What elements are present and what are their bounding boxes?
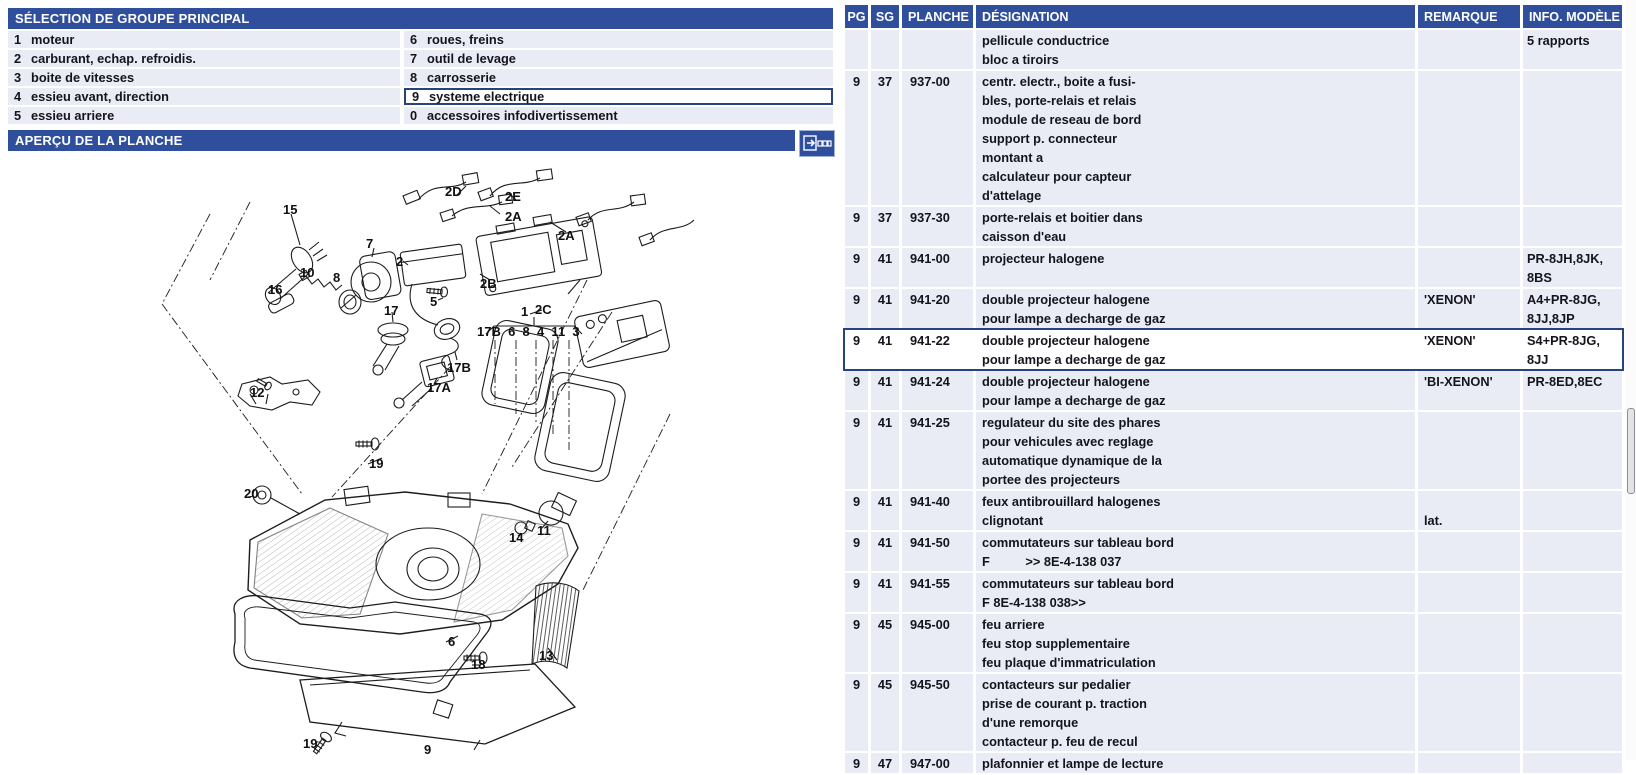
- part-label-16[interactable]: 16: [268, 282, 283, 297]
- cell-sg: 41: [871, 371, 899, 410]
- table-row-941-00[interactable]: [845, 248, 1622, 287]
- cell-remarque: [1418, 71, 1520, 205]
- group-item-0[interactable]: [404, 107, 833, 124]
- part-label-5[interactable]: 5: [430, 294, 438, 309]
- cell-remarque: 'XENON': [1418, 289, 1520, 328]
- part-label-2A[interactable]: 2A: [505, 209, 522, 224]
- col-header-sg[interactable]: SG: [871, 5, 899, 28]
- cell-info-modele: A4+PR-8JG, 8JJ,8JP: [1523, 289, 1622, 328]
- cell-sg: [871, 30, 899, 69]
- part-label-8[interactable]: 8: [333, 270, 341, 285]
- part-label-9[interactable]: 9: [424, 742, 432, 757]
- cell-sg: 41: [871, 491, 899, 530]
- cell-planche: 941-40: [902, 491, 973, 530]
- table-row[interactable]: [845, 30, 1622, 69]
- cell-info-modele: [1523, 753, 1622, 773]
- cell-planche: 945-50: [902, 674, 973, 751]
- group-item-number: 5: [14, 108, 22, 123]
- cell-planche: [902, 30, 973, 69]
- cell-info-modele: [1523, 71, 1622, 205]
- group-item-label: boite de vitesses: [31, 70, 135, 85]
- cell-planche: 945-00: [902, 614, 973, 672]
- cell-sg: 41: [871, 248, 899, 287]
- part-label-6[interactable]: 6: [448, 634, 456, 649]
- vertical-scrollbar[interactable]: [1626, 0, 1636, 760]
- planche-table: [845, 5, 1622, 775]
- part-label-15[interactable]: 15: [283, 202, 298, 217]
- group-item-label: essieu arriere: [31, 108, 115, 123]
- part-label-17[interactable]: 17: [384, 303, 399, 318]
- part-label-13[interactable]: 13: [539, 648, 554, 663]
- group-item-7[interactable]: [404, 50, 833, 67]
- cell-info-modele: [1523, 412, 1622, 489]
- cell-planche: 937-00: [902, 71, 973, 205]
- group-item-number: 1: [14, 32, 22, 47]
- table-row-941-55[interactable]: [845, 573, 1622, 612]
- cell-info-modele: [1523, 532, 1622, 571]
- part-label-10[interactable]: 10: [300, 265, 315, 280]
- cell-designation: feux antibrouillard halogenes clignotant: [976, 491, 1415, 530]
- cell-designation: plafonnier et lampe de lecture: [976, 753, 1415, 773]
- part-label-17B[interactable]: 17B: [447, 360, 471, 375]
- planche-overview-title: APERÇU DE LA PLANCHE: [15, 133, 183, 148]
- group-item-number: 0: [410, 108, 418, 123]
- part-label-2D[interactable]: 2D: [445, 184, 462, 199]
- col-header-remarque[interactable]: REMARQUE: [1418, 5, 1520, 28]
- group-item-4[interactable]: [8, 88, 400, 105]
- cell-planche: 941-20: [902, 289, 973, 328]
- cell-planche: 937-30: [902, 207, 973, 246]
- col-header-pg[interactable]: PG: [845, 5, 868, 28]
- cell-info-modele: 5 rapports: [1523, 30, 1622, 69]
- table-row-941-20[interactable]: [845, 289, 1622, 328]
- window-with-arrow-icon: [803, 135, 831, 152]
- table-row-941-25[interactable]: [845, 412, 1622, 489]
- cell-designation: pellicule conductrice bloc a tiroirs: [976, 30, 1415, 69]
- table-row-937-30[interactable]: [845, 207, 1622, 246]
- open-planche-window-button[interactable]: [799, 130, 835, 157]
- scrollbar-thumb[interactable]: [1627, 408, 1635, 494]
- group-item-label: outil de levage: [427, 51, 516, 66]
- cell-sg: 41: [871, 289, 899, 328]
- group-item-2[interactable]: [8, 50, 400, 67]
- cell-info-modele: S4+PR-8JG, 8JJ: [1523, 330, 1622, 369]
- cell-designation: feu arriere feu stop supplementaire feu plaque d'immatriculation: [976, 614, 1415, 672]
- cell-remarque: [1418, 30, 1520, 69]
- group-item-label: moteur: [31, 32, 75, 47]
- table-header-row: [845, 5, 1622, 28]
- cell-planche: 941-00: [902, 248, 973, 287]
- part-label-17B[interactable]: 17B 6 8 4 11 3: [477, 324, 580, 339]
- part-label-2C[interactable]: 2C: [535, 302, 552, 317]
- table-row-937-00[interactable]: [845, 71, 1622, 205]
- cell-info-modele: [1523, 614, 1622, 672]
- group-item-label: carrosserie: [427, 70, 497, 85]
- part-label-20[interactable]: 20: [244, 486, 259, 501]
- main-group-selection-header: [8, 8, 833, 29]
- cell-sg: 41: [871, 532, 899, 571]
- cell-designation: contacteurs sur pedalier prise de courant p. traction d'une remorque contacteur p. feu de recul: [976, 674, 1415, 751]
- cell-remarque: [1418, 532, 1520, 571]
- group-item-number: 4: [14, 89, 22, 104]
- cell-designation: centr. electr., boite a fusi- bles, porte-relais et relais module de reseau de bord support p. connecteur montant a calculateur pour capteur d'attelage: [976, 71, 1415, 205]
- cell-remarque: [1418, 412, 1520, 489]
- part-label-2E[interactable]: 2E: [505, 189, 521, 204]
- cell-sg: 41: [871, 330, 899, 369]
- group-item-1[interactable]: [8, 31, 400, 48]
- cell-planche: 941-24: [902, 371, 973, 410]
- part-label-11[interactable]: 11: [537, 523, 551, 538]
- exploded-diagram-headlight: [150, 162, 680, 760]
- cell-planche: 941-55: [902, 573, 973, 612]
- main-group-selection-title: SÉLECTION DE GROUPE PRINCIPAL: [15, 11, 250, 26]
- cell-sg: 41: [871, 412, 899, 489]
- cell-planche: 941-25: [902, 412, 973, 489]
- cell-pg: 9: [845, 532, 868, 571]
- part-label-7[interactable]: 7: [366, 236, 374, 251]
- part-label-1[interactable]: 1: [521, 304, 529, 319]
- table-row-947-00[interactable]: [845, 753, 1622, 773]
- col-header-info-modele[interactable]: INFO. MODÈLE: [1523, 5, 1622, 28]
- table-row-941-40[interactable]: [845, 491, 1622, 530]
- cell-remarque: [1418, 674, 1520, 751]
- cell-planche: 941-50: [902, 532, 973, 571]
- cell-planche: 947-00: [902, 753, 973, 773]
- cell-designation: double projecteur halogene pour lampe a decharge de gaz: [976, 289, 1415, 328]
- cell-sg: 41: [871, 573, 899, 612]
- group-item-label: systeme electrique: [429, 89, 545, 104]
- group-item-3[interactable]: [8, 69, 400, 86]
- cell-remarque: [1418, 207, 1520, 246]
- cell-pg: 9: [845, 71, 868, 205]
- cell-pg: 9: [845, 371, 868, 410]
- cell-pg: 9: [845, 207, 868, 246]
- cell-pg: [845, 30, 868, 69]
- cell-remarque: lat.: [1418, 491, 1520, 530]
- cell-designation: double projecteur halogene pour lampe a decharge de gaz: [976, 330, 1415, 369]
- cell-remarque: [1418, 614, 1520, 672]
- cell-pg: 9: [845, 248, 868, 287]
- planche-overview-header: [8, 130, 795, 151]
- group-item-number: 6: [410, 32, 418, 47]
- group-item-label: roues, freins: [427, 32, 504, 47]
- group-item-number: 9: [412, 89, 420, 104]
- group-item-8[interactable]: [404, 69, 833, 86]
- cell-sg: 37: [871, 71, 899, 205]
- cell-sg: 45: [871, 614, 899, 672]
- group-item-number: 2: [14, 51, 22, 66]
- cell-pg: 9: [845, 674, 868, 751]
- part-label-18[interactable]: 18: [471, 657, 486, 672]
- group-item-number: 8: [410, 70, 418, 85]
- cell-pg: 9: [845, 289, 868, 328]
- cell-designation: commutateurs sur tableau bord F 8E-4-138 038>>: [976, 573, 1415, 612]
- group-item-9[interactable]: [404, 88, 833, 105]
- cell-sg: 47: [871, 753, 899, 773]
- cell-planche: 941-22: [902, 330, 973, 369]
- cell-designation: porte-relais et boitier dans caisson d'eau: [976, 207, 1415, 246]
- cell-designation: regulateur du site des phares pour vehicules avec reglage automatique dynamique de la portee des projecteurs: [976, 412, 1415, 489]
- main-group-list: [8, 31, 833, 124]
- group-item-label: accessoires infodivertissement: [427, 108, 618, 123]
- group-item-5[interactable]: [8, 107, 400, 124]
- cell-pg: 9: [845, 614, 868, 672]
- cell-pg: 9: [845, 330, 868, 369]
- part-label-19[interactable]: 19: [369, 456, 384, 471]
- group-item-6[interactable]: [404, 31, 833, 48]
- cell-designation: double projecteur halogene pour lampe a decharge de gaz: [976, 371, 1415, 410]
- cell-remarque: [1418, 753, 1520, 773]
- cell-pg: 9: [845, 491, 868, 530]
- table-row-945-50[interactable]: [845, 674, 1622, 751]
- table-row-945-00[interactable]: [845, 614, 1622, 672]
- cell-remarque: 'XENON': [1418, 330, 1520, 369]
- cell-remarque: 'BI-XENON': [1418, 371, 1520, 410]
- table-row-941-24[interactable]: [845, 371, 1622, 410]
- table-row-941-22[interactable]: [845, 330, 1622, 369]
- part-label-2A[interactable]: 2A: [558, 228, 575, 243]
- table-row-941-50[interactable]: [845, 532, 1622, 571]
- cell-info-modele: PR-8ED,8EC: [1523, 371, 1622, 410]
- cell-sg: 45: [871, 674, 899, 751]
- group-item-label: essieu avant, direction: [31, 89, 169, 104]
- part-label-12[interactable]: 12: [250, 385, 265, 400]
- part-label-17A[interactable]: 17A: [427, 380, 451, 395]
- cell-info-modele: [1523, 207, 1622, 246]
- cell-info-modele: [1523, 491, 1622, 530]
- cell-info-modele: [1523, 573, 1622, 612]
- exploded-diagram-drawing: [150, 162, 680, 760]
- cell-pg: 9: [845, 573, 868, 612]
- col-header-designation[interactable]: DÉSIGNATION: [976, 5, 1415, 28]
- table-body: [845, 30, 1622, 773]
- part-label-2[interactable]: 2: [396, 254, 404, 269]
- cell-pg: 9: [845, 412, 868, 489]
- group-item-label: carburant, echap. refroidis.: [31, 51, 196, 66]
- cell-designation: projecteur halogene: [976, 248, 1415, 287]
- part-label-19[interactable]: 19: [303, 736, 318, 751]
- cell-pg: 9: [845, 753, 868, 773]
- group-item-number: 7: [410, 51, 418, 66]
- cell-designation: commutateurs sur tableau bord F >> 8E-4-138 037: [976, 532, 1415, 571]
- part-label-14[interactable]: 14: [509, 530, 524, 545]
- cell-sg: 37: [871, 207, 899, 246]
- cell-info-modele: [1523, 674, 1622, 751]
- part-label-2B[interactable]: 2B: [480, 276, 497, 291]
- cell-remarque: [1418, 248, 1520, 287]
- group-item-number: 3: [14, 70, 22, 85]
- cell-remarque: [1418, 573, 1520, 612]
- cell-info-modele: PR-8JH,8JK, 8BS: [1523, 248, 1622, 287]
- col-header-planche[interactable]: PLANCHE: [902, 5, 973, 28]
